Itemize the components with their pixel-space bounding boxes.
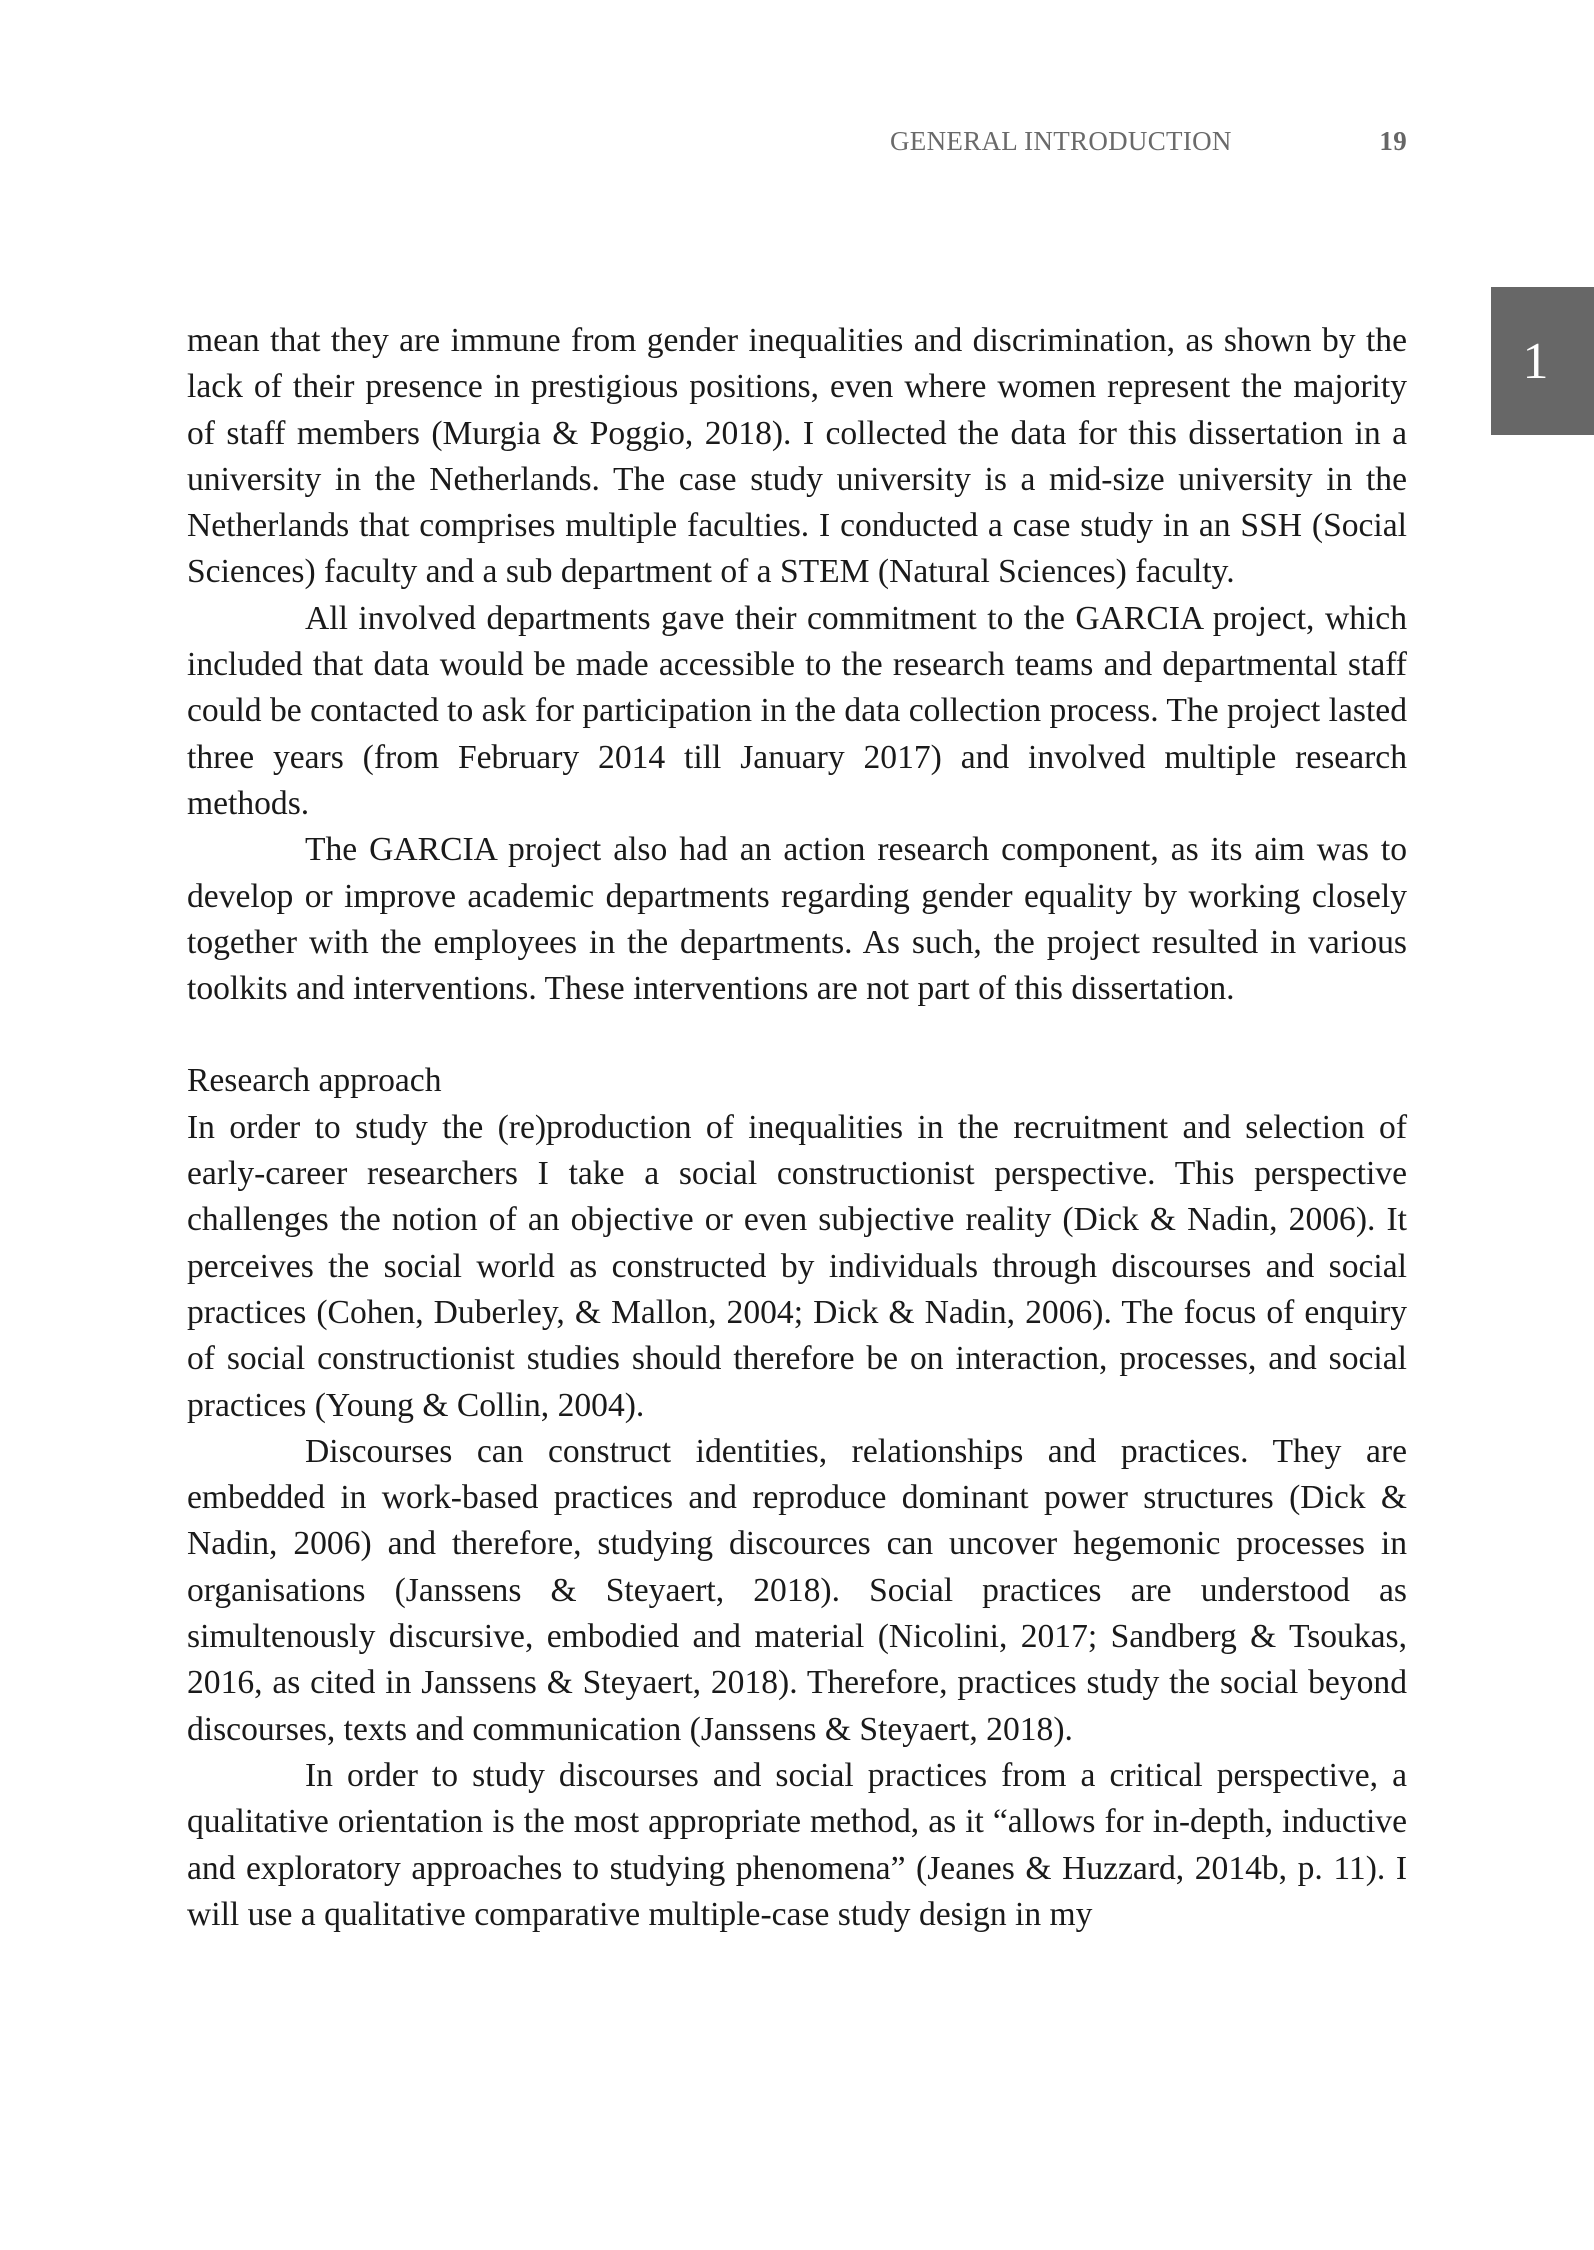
section-heading: Research approach bbox=[187, 1062, 442, 1100]
chapter-tab bbox=[1491, 287, 1594, 435]
chapter-number: 1 bbox=[1522, 332, 1549, 390]
running-title: GENERAL INTRODUCTION bbox=[890, 126, 1232, 156]
running-head bbox=[890, 126, 1407, 157]
paragraph: All involved departments gave their commitment to the GARCIA project, which included that data would be made accessible to the research teams and departmental staff could be contacted to ask for participation in the data collection process. The project lasted three years (from February 2014 till January 2017) and involved multiple research methods. bbox=[187, 599, 1407, 822]
paragraph: mean that they are immune from gender inequalities and discrimination, as shown by the lack of their presence in prestigious positions, even where women represent the majority of staff members (Murgia & Poggio, 2018). I collected the data for this dissertation in a university in the Netherlands. The case study university is a mid-size university in the Netherlands that comprises multiple faculties. I conducted a case study in an SSH (Social Sciences) faculty and a sub department of a STEM (Natural Sciences) faculty. bbox=[187, 322, 1407, 591]
paragraph: Discourses can construct identities, relationships and practices. They are embedded in work-based practices and reproduce dominant power structures (Dick & Nadin, 2006) and therefore, studying discources can uncover hegemonic processes in organisations (Janssens & Steyaert, 2018). Social practices are understood as simultenously discursive, embodied and material (Nicolini, 2017; Sandberg & Tsoukas, 2016, as cited in Janssens & Steyaert, 2018). Therefore, practices study the social beyond discourses, texts and communication (Janssens & Steyaert, 2018). bbox=[187, 1432, 1407, 1748]
paragraph: In order to study discourses and social practices from a critical perspective, a qualitative orientation is the most appropriate method, as it “allows for in-depth, inductive and exploratory approaches to studying phenomena” (Jeanes & Huzzard, 2014b, p. 11). I will use a qualitative comparative multiple-case study design in my bbox=[187, 1756, 1407, 1933]
paragraph: In order to study the (re)production of inequalities in the recruitment and selection of early-career researchers I take a social constructionist perspective. This perspective challenges the notion of an objective or even subjective reality (Dick & Nadin, 2006). It perceives the social world as constructed by individuals through discourses and social practices (Cohen, Duberley, & Mallon, 2004; Dick & Nadin, 2006). The focus of enquiry of social constructionist studies should therefore be on interaction, processes, and social practices (Young & Collin, 2004). bbox=[187, 1108, 1407, 1424]
page-body bbox=[187, 318, 1407, 1938]
page-number: 19 bbox=[1379, 126, 1407, 156]
paragraph: The GARCIA project also had an action research component, as its aim was to develop or improve academic departments regarding gender equality by working closely together with the employees in the departments. As such, the project resulted in various toolkits and interventions. These interventions are not part of this dissertation. bbox=[187, 831, 1407, 1008]
